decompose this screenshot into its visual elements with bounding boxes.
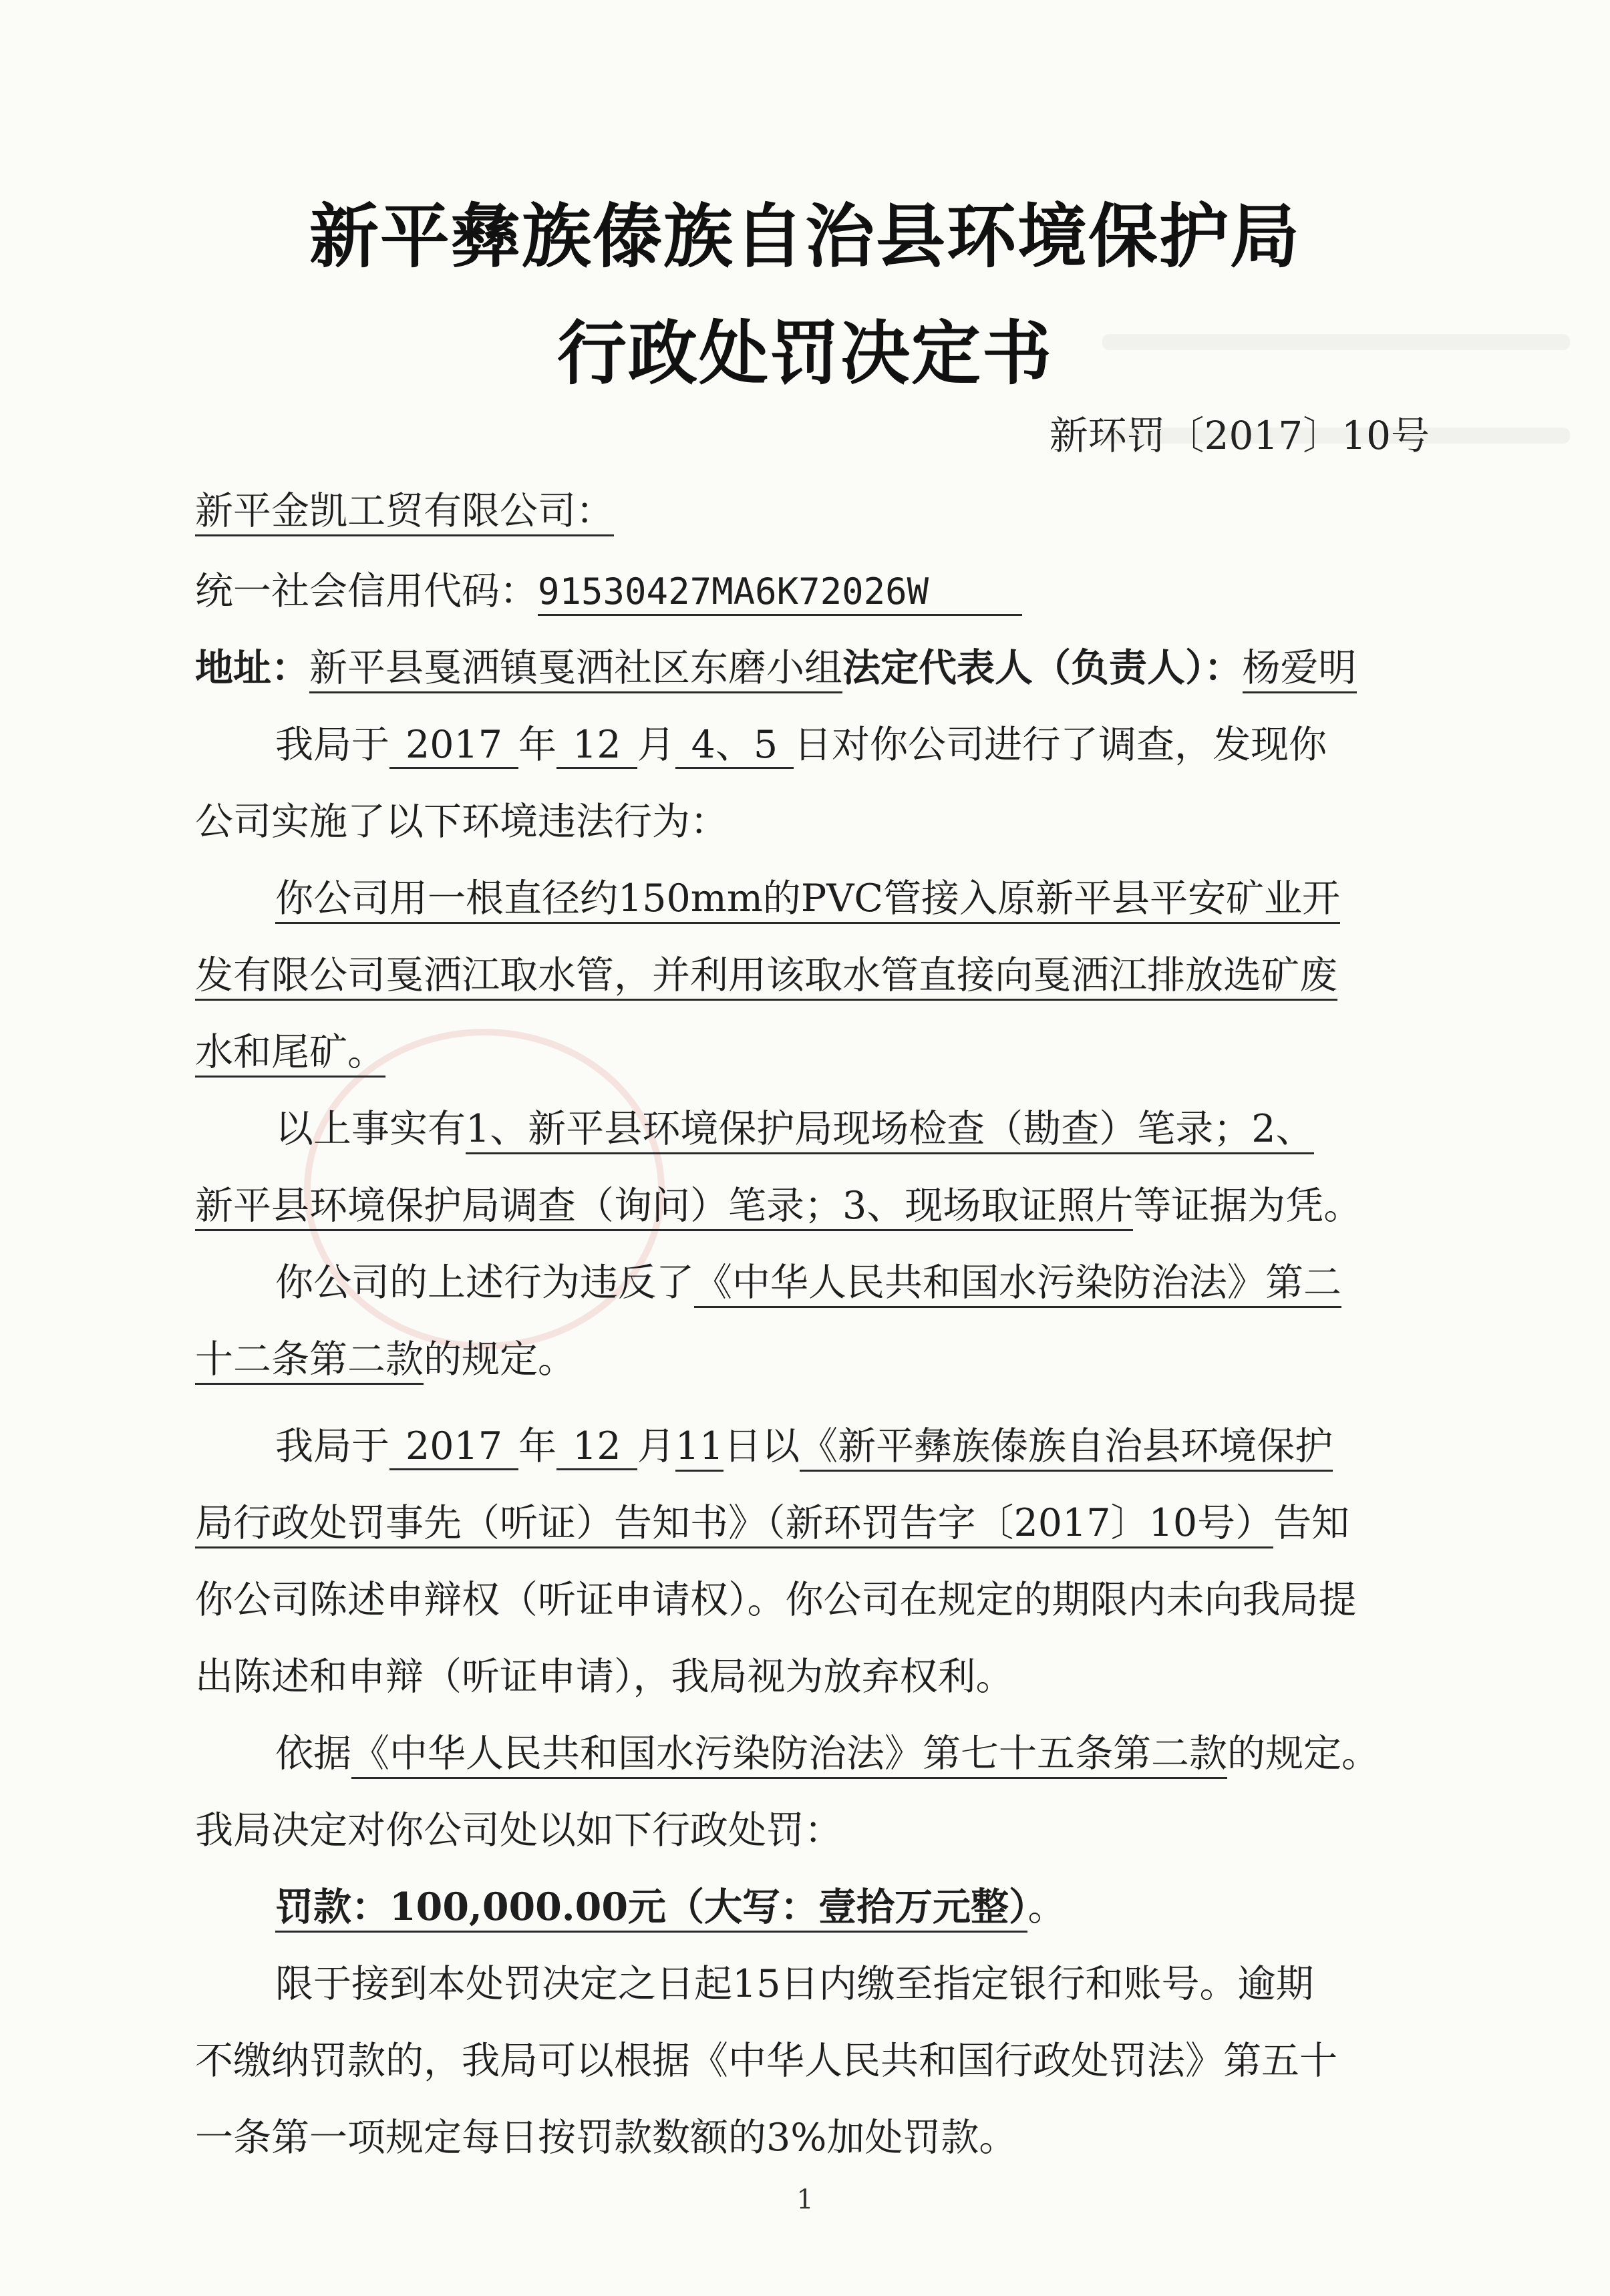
- payment-line3: 一条第一项规定每日按罚款数额的3%加处罚款。: [195, 2116, 1017, 2160]
- text: 我局于: [275, 1424, 389, 1468]
- address-label: 地址：: [195, 645, 309, 690]
- text: 。: [1027, 1885, 1066, 1929]
- notice-line4: 出陈述和申辩（听证申请），我局视为放弃权利。: [195, 1655, 1014, 1699]
- investigation-days: 4、5: [675, 723, 794, 769]
- violation-text: 水和尾矿。: [195, 1030, 385, 1078]
- credit-code-line: [195, 568, 1424, 615]
- penalty-amount: 罚款：100,000.00元（大写：壹拾万元整）: [275, 1884, 1027, 1933]
- basis-line1: [275, 1730, 1424, 1777]
- payment-line1: 限于接到本处罚决定之日起15日内缴至指定银行和账号。逾期: [275, 1962, 1314, 2006]
- text: 年: [518, 1424, 557, 1468]
- notice-line3: 你公司陈述申辩权（听证申请权）。你公司在规定的期限内未向我局提: [195, 1578, 1357, 1622]
- address-line: [195, 645, 1424, 691]
- document-title-line1: 新平彝族傣族自治县环境保护局: [309, 196, 1301, 277]
- notice-year: 2017: [389, 1424, 518, 1470]
- payment-line2: 不缴纳罚款的，我局可以根据《中华人民共和国行政处罚法》第五十: [195, 2039, 1337, 2083]
- notice-line2: [195, 1500, 1424, 1546]
- text: 月: [637, 1424, 675, 1468]
- address-value: 新平县戛洒镇戛洒社区东磨小组: [309, 646, 842, 693]
- page-number: 1: [796, 2184, 814, 2215]
- violation-line1: [275, 875, 1424, 922]
- text: 我局于: [275, 723, 389, 767]
- violation-line2: [195, 952, 1424, 999]
- text: 告知: [1273, 1501, 1350, 1545]
- text: 年: [518, 723, 557, 767]
- legal-rep-value: 杨爱明: [1243, 646, 1357, 693]
- evidence-line1: [275, 1106, 1424, 1152]
- text: 的规定。: [1227, 1732, 1380, 1776]
- evidence-line2: [195, 1182, 1424, 1229]
- text: 月: [637, 723, 675, 767]
- document-number: 新环罚〔2017〕10号: [1049, 413, 1430, 458]
- evidence-text: 1、新平县环境保护局现场检查（勘查）笔录；2、: [466, 1107, 1314, 1154]
- text: 的规定。: [424, 1337, 576, 1381]
- credit-code-label: 统一社会信用代码：: [195, 569, 538, 613]
- credit-code-value: 91530427MA6K72026W: [538, 570, 1022, 616]
- law-violated-line1: [275, 1259, 1424, 1306]
- investigation-line1: [275, 721, 1424, 768]
- basis-line2: 我局决定对你公司处以如下行政处罚：: [195, 1808, 842, 1852]
- law-reference: 《中华人民共和国水污染防治法》第七十五条第二款: [351, 1732, 1227, 1779]
- text: 等证据为凭。: [1133, 1184, 1362, 1228]
- document-title-line2: 行政处罚决定书: [556, 313, 1053, 394]
- notice-document: 《新平彝族傣族自治县环境保护: [800, 1424, 1333, 1472]
- investigation-month: 12: [556, 723, 637, 769]
- company-name: 新平金凯工贸有限公司：: [195, 489, 614, 536]
- text: 日以: [723, 1424, 800, 1468]
- text: 日对你公司进行了调查，发现你: [794, 723, 1327, 767]
- penalty-line: [275, 1884, 1424, 1931]
- text: 你公司的上述行为违反了: [275, 1261, 694, 1305]
- law-reference: 十二条第二款: [195, 1337, 424, 1385]
- notice-document: 局行政处罚事先（听证）告知书》（新环罚告字〔2017〕10号）: [195, 1501, 1273, 1548]
- party-company-line: [195, 488, 1424, 534]
- investigation-line2: 公司实施了以下环境违法行为：: [195, 800, 728, 844]
- notice-day: 11: [675, 1424, 724, 1472]
- law-reference: 《中华人民共和国水污染防治法》第二: [694, 1261, 1341, 1308]
- legal-rep-label: 法定代表人（负责人）：: [842, 645, 1243, 690]
- violation-line3: [195, 1029, 1424, 1076]
- evidence-text: 新平县环境保护局调查（询问）笔录；3、现场取证照片: [195, 1184, 1133, 1231]
- text: 依据: [275, 1732, 351, 1776]
- investigation-year: 2017: [389, 723, 518, 769]
- text: 以上事实有: [275, 1107, 466, 1151]
- violation-text: 你公司用一根直径约150mm的PVC管接入原新平县平安矿业开: [275, 876, 1340, 924]
- law-violated-line2: [195, 1336, 1424, 1383]
- notice-month: 12: [556, 1424, 637, 1470]
- notice-line1: [275, 1423, 1424, 1470]
- violation-text: 发有限公司戛洒江取水管，并利用该取水管直接向戛洒江排放选矿废: [195, 953, 1337, 1001]
